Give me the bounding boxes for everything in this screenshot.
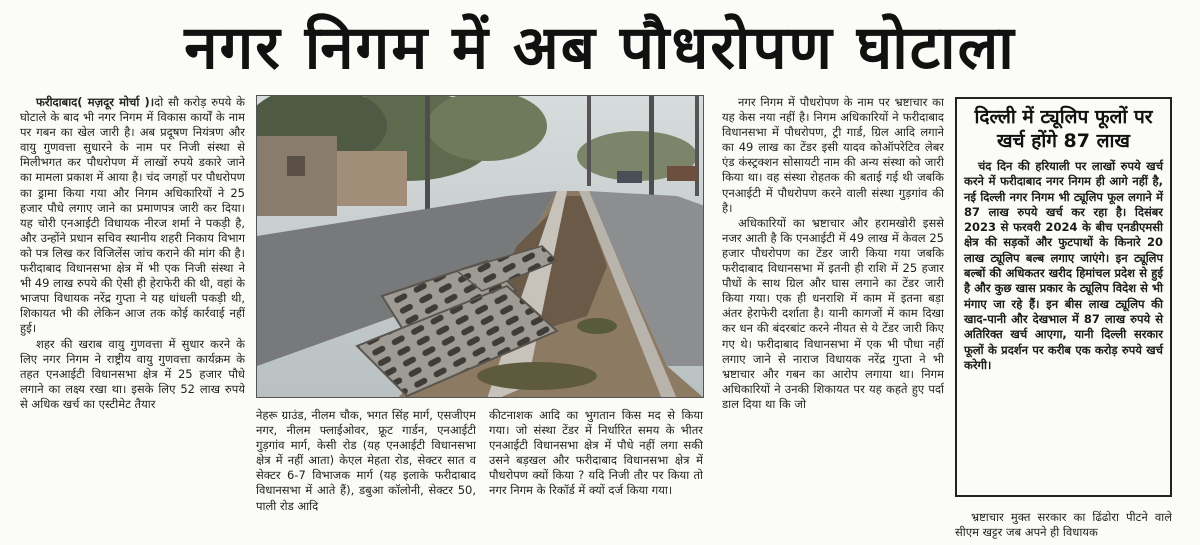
box-body-text: चंद दिन की हरियाली पर लाखों रुपये खर्च करने में फरीदाबाद नगर निगम ही आगे नहीं है, नई दिल्ली नगर निगम भी ट्यूलिप फूल लगाने में 87 लाख रुपये खर्च कर रहा है। दिसंबर 2023 से फरवरी 2024 के बीच एनडीएमसी क्षेत्र की सड़कों और फुटपाथों के किनारे 20 लाख ट्यूलिप बल्ब लगाए जाएंगे। इन ट्यूलिप बल्बों की अधिकतर खरीद हिमांचल प्रदेश से हुई है और कुछ खास प्रकार के ट्यूलिप विदेश से भी मंगाए जा रहे हैं। इन बीस लाख ट्यूलिप की खाद-पानी और देखभाल में 87 लाख रुपये से अतिरिक्त खर्च आएगा, यानी दिल्ली सरकार फूलों के प्रदर्शन पर करीब एक करोड़ रुपये खर्च करेगी। xyxy=(964,159,1163,372)
sidebar-story-box xyxy=(955,97,1172,497)
news-photo-road-tree-guards xyxy=(256,95,704,398)
paragraph-text: दो सौ करोड़ रुपये के घोटाले के बाद भी नगर निगम में विकास कार्यों के नाम पर गबन का खेल जारी है। अब प्रदूषण नियंत्रण और वायु गुणवत्ता सुधारने के नाम पर निजी संस्था से मिलीभगत कर पौधरोपण में लाखों रुपये डकारे जाने का मामला प्रकाश में आया है। चंद जगहों पर पौधरोपण का ड्रामा किया गया और निगम अधिकारियों ने 25 हजार पौधे लगाए जाने का प्रमाणपत्र जारी कर दिया। यह चोरी एनआईटी विधायक नीरज शर्मा ने पकड़ी है, और उन्होंने प्रधान सचिव स्थानीय शहरी निकाय विभाग को पत्र लिख कर विजिलेंस जांच कराने की मांग की है। फरीदाबाद विधानसभा क्षेत्र में भी एक निजी संस्था ने भी 49 लाख रुपये की ऐसी ही हेराफेरी की थी, वहां के भाजपा विधायक नरेंद्र गुप्ता ने यह धांधली पकड़ी थी, शिकायत भी की लेकिन आज तक कोई कार्रवाई नहीं हुई। xyxy=(20,95,245,336)
article-column-4-bottom xyxy=(955,510,1172,545)
article-paragraph: नेहरू ग्राउंड, नीलम चौक, भगत सिंह मार्ग, एसजीएम नगर, नीलम फ्लाईओवर, फ्रूट गार्डन, एनआईटी गुड़गांव मार्ग, केसी रोड (यह एनआईटी विधानसभा क्षेत्र में नहीं आता) केएल मेहता रोड, सेक्टर सात व सेक्टर 6-7 विभाजक मार्ग (यह इलाके फरीदाबाद विधानसभा में आते हैं), डबुआ कॉलोनी, सेक्टर 50, पाली रोड आदि xyxy=(256,408,476,513)
article-column-3 xyxy=(722,95,944,545)
article-column-1 xyxy=(20,95,245,545)
article-paragraph: अधिकारियों का भ्रष्टाचार और हरामखोरी इससे नजर आती है कि एनआईटी में 49 लाख में केवल 25 हजार पौधरोपण का टेंडर जारी किया गया जबकि फरीदाबाद विधानसभा में इतनी ही राशि में 25 हजार पौधों के साथ ग्रिल और घास लगाने का टेंडर जारी किया गया। एक ही धनराशि में काम में इतना बड़ा अंतर हेराफेरी दर्शाता है। यानी कागजों में काम दिखा कर धन की बंदरबांट करने नीयत से ये टेंडर जारी किए गए थे। फरीदाबाद विधानसभा में एक भी पौधा नहीं लगाए जाने से नाराज विधायक नरेंद्र गुप्ता ने भी भ्रष्टाचार और गबन का आरोप लगाया था। निगम अधिकारियों ने उनकी शिकायत पर यह कहते हुए पर्दा डाल दिया था कि जो xyxy=(722,215,944,411)
article-paragraph: कीटनाशक आदि का भुगतान किस मद से किया गया। जो संस्था टेंडर में निर्धारित समय के भीतर एनआईटी विधानसभा क्षेत्र में पौधे नहीं लगा सकी उसने बड़खल और फरीदाबाद विधानसभा क्षेत्र में पौधरोपण क्यों किया ? यदि निजी तौर पर किया तो नगर निगम के रिकॉर्ड में क्यों दर्ज किया गया। xyxy=(489,408,703,498)
box-title: दिल्ली में ट्यूलिप फूलों पर खर्च होंगे 87 लाख xyxy=(974,106,1153,152)
box-body xyxy=(964,159,1163,373)
article-column-2b xyxy=(489,408,703,545)
article-paragraph: नगर निगम में पौधरोपण के नाम पर भ्रष्टाचार का यह केस नया नहीं है। निगम अधिकारियों ने फरीदाबाद विधानसभा में पौधरोपण, ट्री गार्ड, ग्रिल आदि लगाने का 49 लाख का टेंडर इसी यादव कोऑपरेटिव लेबर एंड कंस्ट्रक्शन सोसायटी नाम की अन्य संस्था को जारी किया था। वह संस्था रोहतक की बताई गई थी जबकि एनआईटी में पौधरोपण करने वाली संस्था गुड़गांव की है। xyxy=(722,95,944,215)
article-paragraph: भ्रष्टाचार मुक्त सरकार का ढिंढोरा पीटने वाले सीएम खट्टर जब अपने ही विधायक xyxy=(955,510,1172,540)
article-paragraph xyxy=(20,95,245,337)
headline: नगर निगम में अब पौधरोपण घोटाला xyxy=(184,13,1016,83)
article-paragraph: शहर की खराब वायु गुणवत्ता में सुधार करने के लिए नगर निगम ने राष्ट्रीय वायु गुणवत्ता कार्यक्रम के तहत एनआईटी विधानसभा क्षेत्र में 25 हजार पौधे लगाने का लक्ष्य रखा था। इसके लिए 52 लाख रुपये से अधिक खर्च का एस्टीमेट तैयार xyxy=(20,336,245,411)
dateline: फरीदाबाद( मज़दूर मोर्चा )। xyxy=(36,95,155,109)
article-column-2a xyxy=(256,408,476,545)
